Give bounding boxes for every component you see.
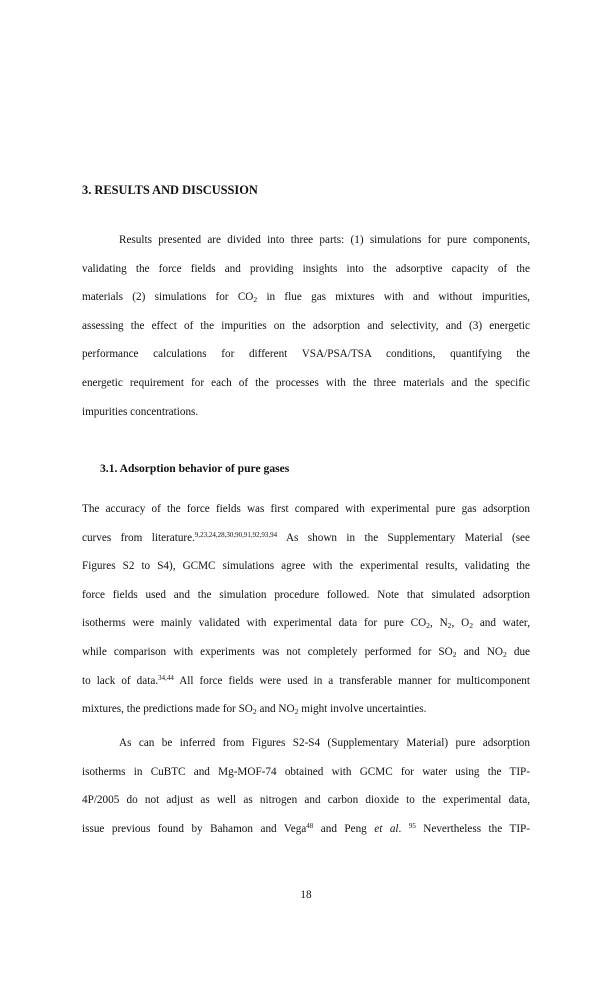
text-line (82, 233, 530, 262)
text-run: validating the force fields and providing insights into the adsorptive capacity of the (82, 262, 530, 275)
text-line (82, 793, 530, 822)
text-line (82, 616, 530, 645)
subsection-heading: 3.1. Adsorption behavior of pure gases (100, 462, 290, 475)
text-line (82, 262, 530, 291)
text-run: due (506, 645, 531, 658)
text-run: . (398, 822, 409, 835)
text-line (82, 319, 530, 348)
text-run: Nevertheless the TIP- (415, 822, 531, 835)
citation-superscript: 48 (306, 821, 314, 830)
subscript: 2 (294, 707, 299, 717)
text-run: mixtures, the predictions made for SO (82, 703, 253, 716)
text-run: , O (451, 617, 470, 630)
text-line (82, 559, 530, 588)
intro-paragraph (82, 233, 530, 433)
text-line (82, 588, 530, 617)
text-line (82, 736, 530, 765)
text-run: and NO (456, 645, 503, 658)
text-line (82, 822, 530, 851)
text-run: As can be inferred from Figures S2-S4 (Supplementary Material) pure adsorption (119, 737, 530, 749)
subscript: 2 (447, 621, 452, 631)
text-run: isotherms in CuBTC and Mg-MOF-74 obtained with GCMC for water using the TIP- (82, 765, 530, 778)
text-run: Figures S2 to S4), GCMC simulations agree with the experimental results, validating the (82, 560, 530, 573)
subscript: 2 (252, 707, 257, 717)
text-run: performance calculations for different VSA/PSA/TSA conditions, quantifying the (82, 348, 530, 361)
text-run: and Peng (313, 822, 375, 835)
text-run: energetic requirement for each of the processes with the three materials and the specific (82, 376, 530, 389)
text-run: and water, (472, 617, 530, 630)
section-heading: 3. RESULTS AND DISCUSSION (82, 183, 258, 197)
subscript: 2 (502, 649, 507, 659)
text-run: As shown in the Supplementary Material (see (277, 531, 530, 544)
paragraph-force-fields (82, 502, 530, 731)
subscript: 2 (426, 621, 430, 631)
text-run: Results presented are divided into three parts: (1) simulations for pure components, (119, 234, 530, 246)
page-number: 18 (300, 889, 312, 901)
text-run: impurities concentrations. (82, 405, 199, 418)
text-run: The accuracy of the force fields was first compared with experimental pure gas adsorption (82, 503, 530, 515)
citation-superscript: 95 (408, 821, 416, 830)
text-line (82, 347, 530, 376)
text-run: force fields used and the simulation procedure followed. Note that simulated adsorption (82, 588, 530, 601)
subscript: 2 (469, 621, 473, 631)
text-line (82, 674, 530, 703)
text-run: 4P/2005 do not adjust as well as nitrogen and carbon dioxide to the experimental data, (82, 794, 530, 807)
text-run: to lack of data. (82, 674, 159, 687)
italic-text: et al (374, 822, 399, 835)
citation-superscript: 34,44 (158, 673, 174, 682)
text-run: in flue gas mixtures with and without impurities, (257, 291, 530, 304)
text-line (82, 376, 530, 405)
text-run: All force fields were used in a transferable manner for multicomponent (173, 674, 530, 687)
text-run: issue previous found by Bahamon and Vega (82, 822, 307, 835)
paragraph-isotherms (82, 736, 530, 850)
text-line (82, 502, 530, 531)
text-line (82, 405, 530, 434)
text-run: , N (429, 617, 448, 630)
text-line (82, 645, 530, 674)
text-run: assessing the effect of the impurities on the adsorption and selectivity, and (3) energetic (82, 319, 530, 332)
text-line (82, 531, 530, 560)
text-run: and NO (256, 703, 295, 716)
text-run: isotherms were mainly validated with experimental data for pure CO (82, 617, 427, 630)
text-line (82, 765, 530, 794)
citation-superscript: 9,23,24,28,30,90,91,92,93,94 (194, 530, 278, 539)
text-run: curves from literature. (82, 531, 195, 544)
subscript: 2 (253, 295, 258, 305)
text-run: materials (2) simulations for CO (82, 291, 254, 304)
text-line (82, 290, 530, 319)
text-line (82, 702, 530, 731)
text-run: while comparison with experiments was not completely performed for SO (82, 645, 453, 658)
text-run: might involve uncertainties. (298, 703, 427, 716)
subscript: 2 (452, 649, 457, 659)
